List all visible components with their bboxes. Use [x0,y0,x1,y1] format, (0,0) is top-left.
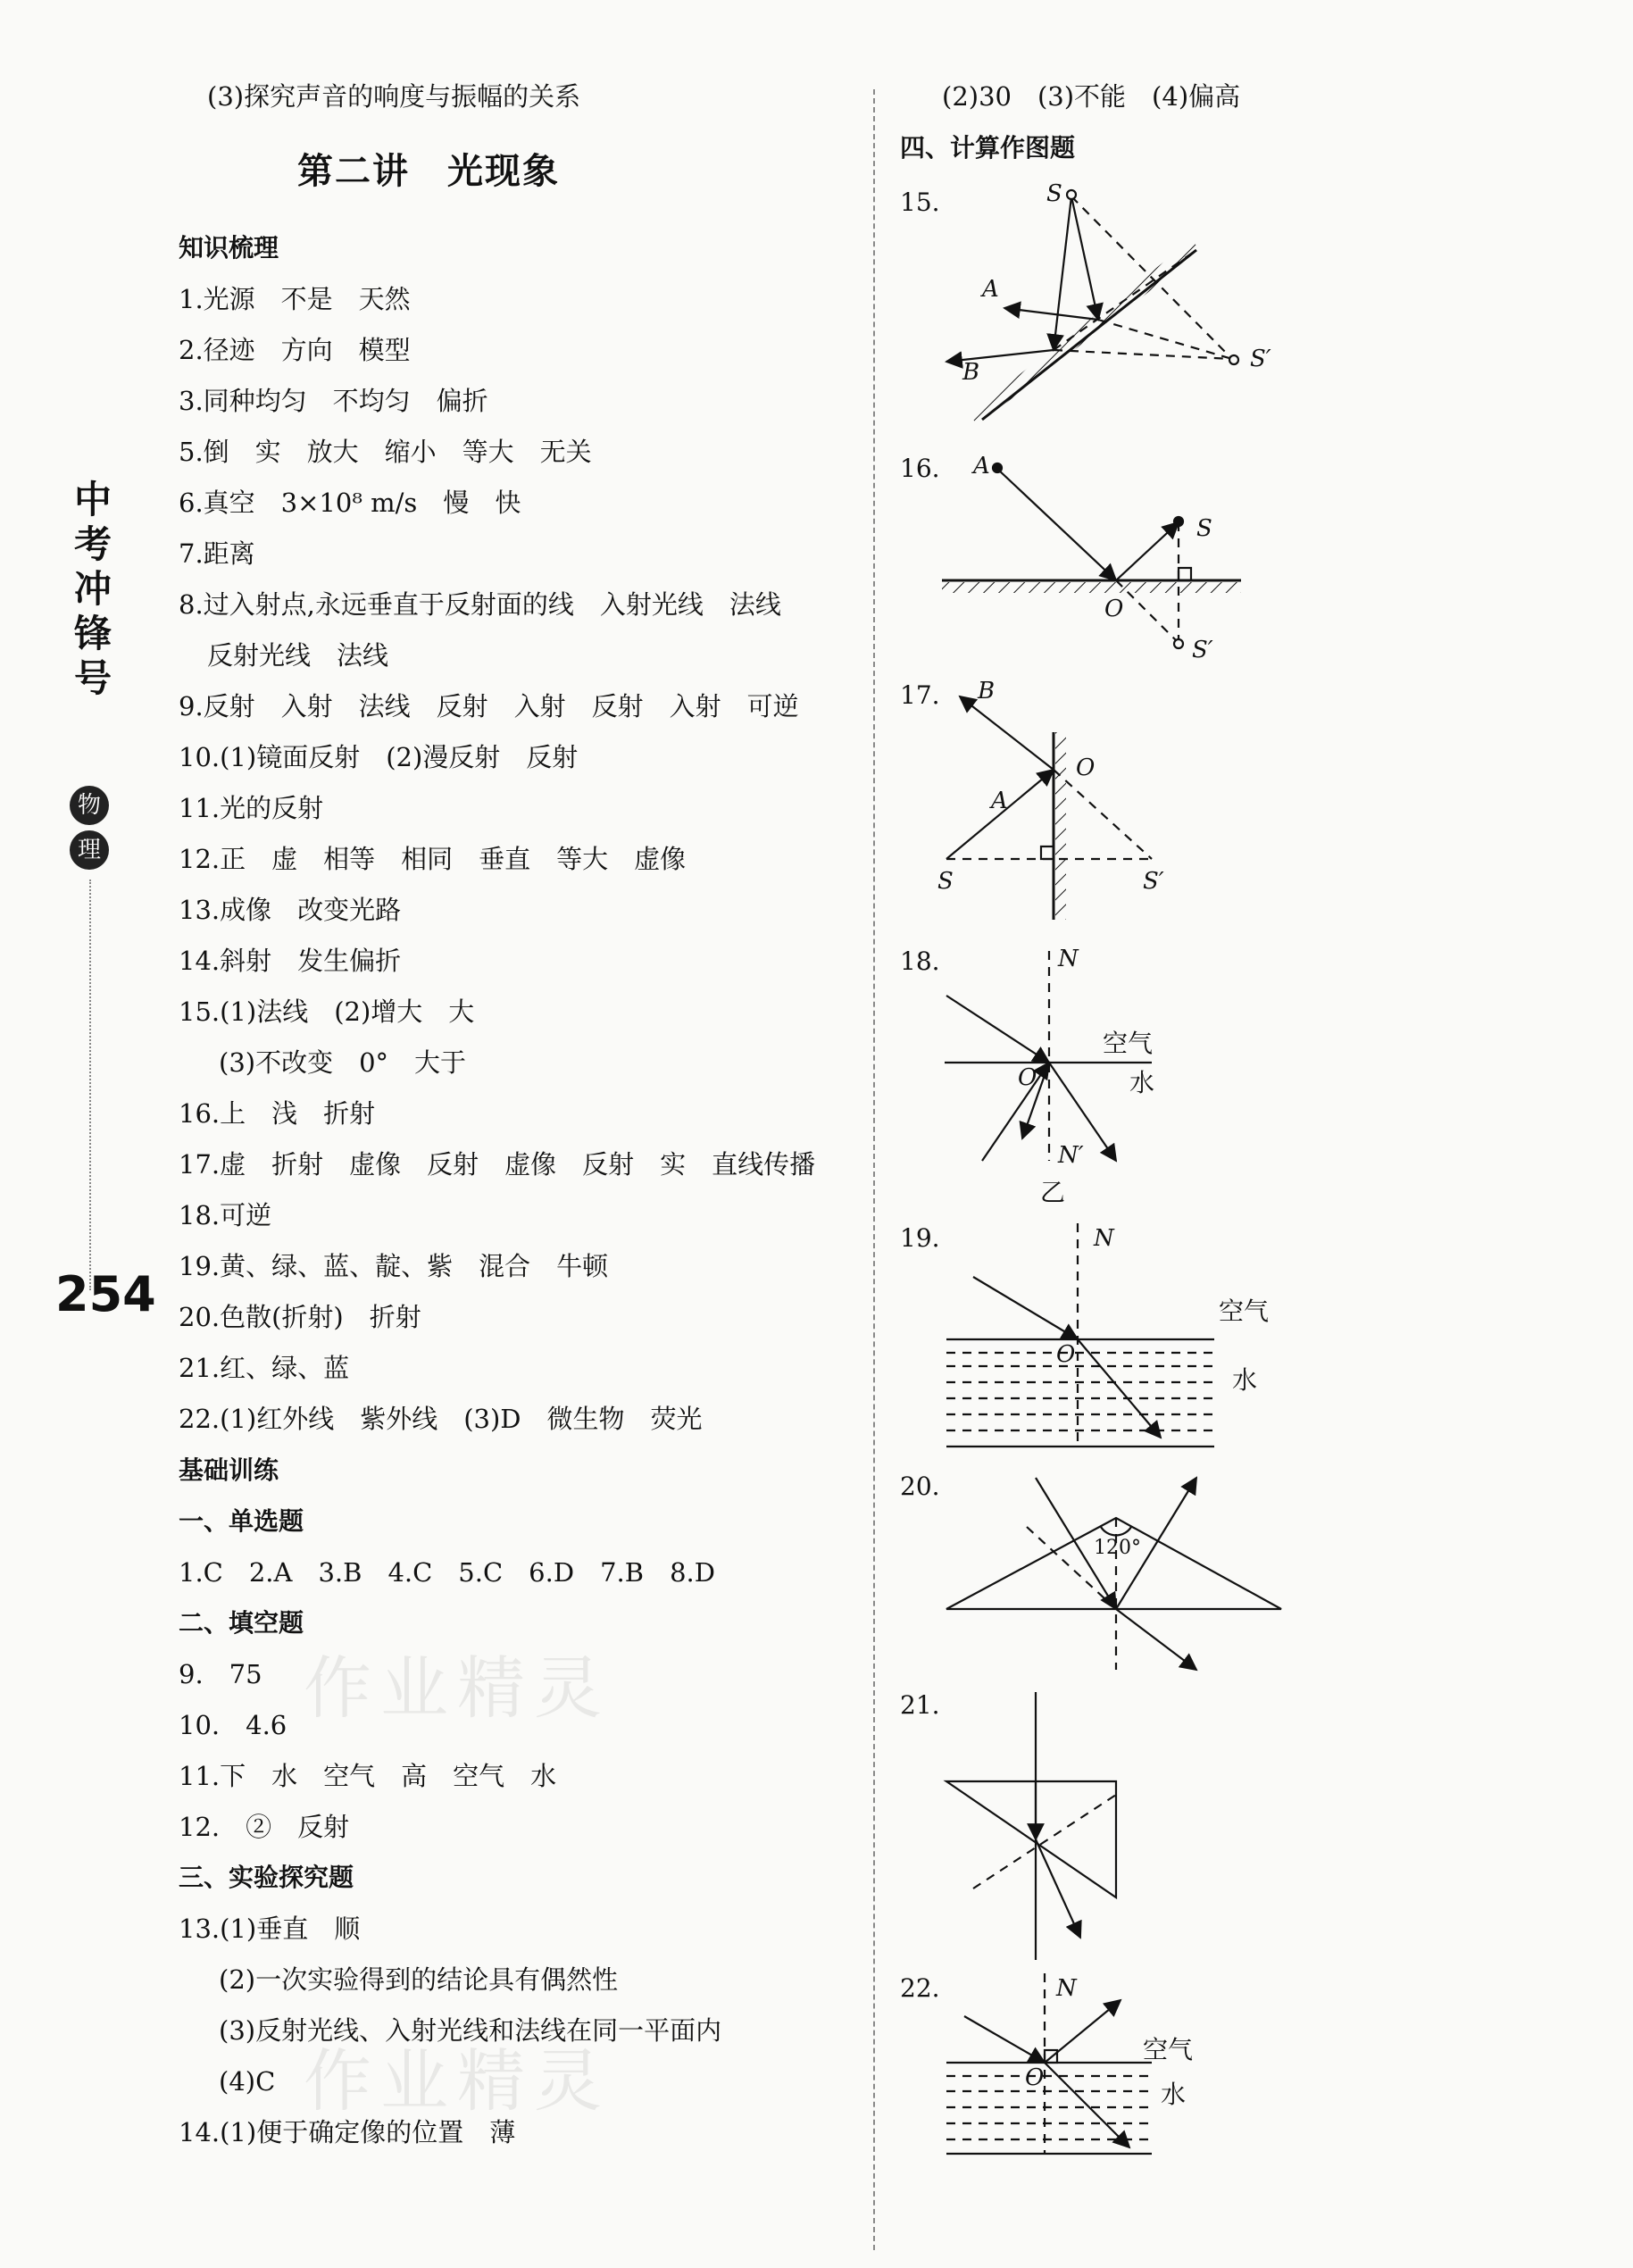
diagram-16 [942,463,1241,648]
answer-line: 19.黄、绿、蓝、靛、紫 混合 牛顿 [179,1251,609,1281]
question-number: 22. [900,1973,940,2003]
diagram-20 [946,1478,1281,1670]
question-number: 18. [900,946,940,976]
diagram-19 [946,1223,1214,1448]
answer-line: 14.(1)便于确定像的位置 薄 [179,2117,516,2147]
label-N: N [1056,1975,1077,2002]
question-number: 15. [900,188,940,217]
answer-line: 18.可逆 [179,1200,272,1230]
answer-line: 10. 4.6 [179,1710,287,1740]
label-A: A [973,453,990,479]
section-heading: 一、单选题 [179,1506,304,1536]
answer-line: 3.同种均匀 不均匀 偏折 [179,386,488,416]
label-O: O [1104,596,1124,622]
page-number: 254 [55,1266,156,1322]
answer-line: 2.径迹 方向 模型 [179,335,411,365]
label-S: S [937,868,954,895]
answer-line: 20.色散(折射) 折射 [179,1302,421,1332]
answer-line: 11.下 水 空气 高 空气 水 [179,1761,557,1791]
label-B: B [962,359,980,386]
label-O: O [1025,2064,1045,2091]
answer-line: 14.斜射 发生偏折 [179,946,402,976]
subject-badge: 理 [70,830,109,870]
top-line: (3)探究声音的响度与振幅的关系 [207,81,581,112]
label-N-prime: N′ [1058,1142,1084,1169]
question-number: 20. [900,1472,940,1501]
answer-line: 22.(1)红外线 紫外线 (3)D 微生物 荧光 [179,1404,703,1434]
answer-line: 7.距离 [179,538,255,569]
label-water: 水 [1232,1365,1258,1395]
answer-line: 8.过入射点,永远垂直于反射面的线 入射光线 法线 [179,589,781,620]
top-line: (2)30 (3)不能 (4)偏高 [942,81,1241,112]
label-O: O [1076,755,1096,781]
diagram-22 [946,1973,1152,2154]
section-heading: 基础训练 [179,1455,279,1485]
answer-line: (2)一次实验得到的结论具有偶然性 [219,1964,619,1995]
answer-line: 15.(1)法线 (2)增大 大 [179,996,475,1027]
answer-line: (4)C [219,2066,276,2097]
watermark: 作业精灵 [304,1648,611,1728]
question-number: 16. [900,454,940,483]
watermark: 作业精灵 [304,2041,611,2121]
answer-line: 9. 75 [179,1659,262,1689]
answer-line: 9.反射 入射 法线 反射 入射 反射 入射 可逆 [179,691,799,721]
label-A: A [991,788,1008,814]
label-N: N [1058,946,1079,972]
label-S-prime: S′ [1250,346,1271,372]
section-heading: 二、填空题 [179,1608,304,1638]
answer-line: 12.正 虚 相等 相同 垂直 等大 虚像 [179,844,687,874]
label-S-prime: S′ [1143,868,1164,895]
label-angle: 120° [1094,1537,1141,1559]
label-air: 空气 [1143,2035,1194,2064]
answer-line: 反射光线 法线 [207,640,389,671]
label-B: B [978,678,996,705]
answer-line: 11.光的反射 [179,793,324,823]
answer-line: 5.倒 实 放大 缩小 等大 无关 [179,437,592,467]
label-air: 空气 [1219,1297,1270,1326]
subject-badge: 物 [70,786,109,825]
label-O: O [1018,1064,1037,1091]
question-number: 17. [900,680,940,710]
answer-line: 16.上 浅 折射 [179,1098,376,1129]
side-series-title: 中 考 冲 锋 号 [73,478,112,700]
page-title: 第二讲 光现象 [297,151,560,192]
answer-line: 13.(1)垂直 顺 [179,1914,361,1944]
question-number: 21. [900,1690,940,1720]
section-heading: 三、实验探究题 [179,1863,354,1892]
answer-line: 17.虚 折射 虚像 反射 虚像 反射 实 直线传播 [179,1149,816,1180]
question-number: 19. [900,1223,940,1253]
answer-line: 1.光源 不是 天然 [179,284,411,314]
label-S: S [1046,180,1062,207]
label-S: S [1196,515,1212,542]
diagram-21 [946,1692,1116,1960]
diagram-17 [946,696,1152,920]
label-water: 水 [1161,2080,1187,2109]
answer-line: 21.红、绿、蓝 [179,1353,350,1383]
answer-line: 1.C 2.A 3.B 4.C 5.C 6.D 7.B 8.D [179,1557,715,1588]
answer-line: 12. ② 反射 [179,1812,350,1842]
answer-line: (3)反射光线、入射光线和法线在同一平面内 [219,2015,722,2046]
label-N: N [1094,1225,1114,1252]
section-heading: 四、计算作图题 [900,133,1076,163]
answer-line: 10.(1)镜面反射 (2)漫反射 反射 [179,742,579,772]
label-O: O [1056,1341,1076,1368]
answer-line: 13.成像 改变光路 [179,895,402,925]
answer-line: 6.真空 3×10⁸ m/s 慢 快 [179,488,521,518]
label-air: 空气 [1103,1029,1154,1058]
label-yi: 乙 [1040,1178,1066,1207]
section-heading: 知识梳理 [179,233,279,263]
answer-line: (3)不改变 0° 大于 [219,1047,467,1078]
label-water: 水 [1129,1068,1155,1097]
diagram-15 [946,190,1238,420]
label-S-prime: S′ [1192,637,1213,663]
label-A: A [982,276,999,303]
